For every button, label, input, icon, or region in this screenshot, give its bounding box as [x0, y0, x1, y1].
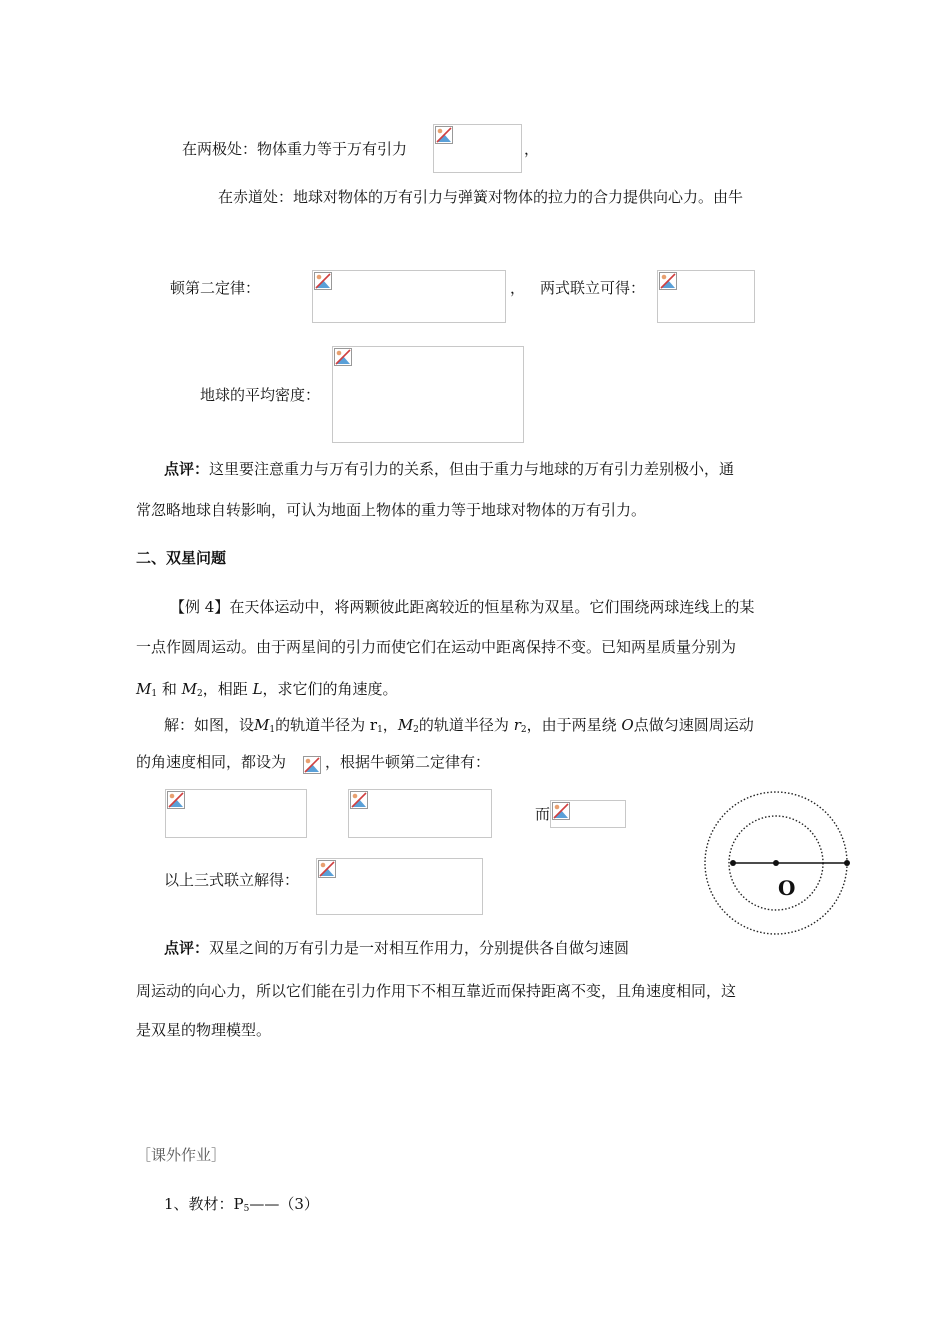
formula-image-1 [433, 124, 522, 173]
text-three-combined: 以上三式联立解得： [164, 871, 300, 889]
homework-item-1: 1、教材：$P_5——(3)$ [164, 1195, 319, 1214]
section-heading-binary-stars: 二、双星问题 [136, 549, 227, 567]
broken-image-icon [314, 272, 332, 290]
review-paragraph-1b: 常忽略地球自转影响，可认为地面上物体的重力等于地球对物体的万有引力。 [136, 501, 647, 519]
review-paragraph-2c: 是双星的物理模型。 [136, 1021, 272, 1039]
text-newton-second-law: 顿第二定律： [170, 279, 261, 297]
solution-line-b-start: 的角速度相同，都设为 [136, 753, 287, 771]
comma-1: ， [524, 140, 540, 158]
text-and: 而 [535, 805, 551, 823]
formula-image-6 [348, 789, 492, 838]
text-combine-two: 两式联立可得： [540, 279, 646, 297]
formula-image-5 [165, 789, 307, 838]
center-label: O [778, 876, 796, 900]
center-point [773, 860, 779, 866]
broken-image-icon [303, 756, 321, 774]
star-m1 [730, 860, 736, 866]
review-label-2: 点评： [164, 939, 210, 957]
broken-image-icon [659, 272, 677, 290]
broken-image-icon [334, 348, 352, 366]
example-4-line-c: $M_1$ 和 $M_2$，相距 L，求它们的角速度。 [136, 680, 398, 699]
formula-image-4 [332, 346, 524, 443]
broken-image-icon [167, 791, 185, 809]
text-average-density: 地球的平均密度： [200, 386, 321, 404]
review-paragraph-2 [164, 938, 629, 958]
example-4-line-b: 一点作圆周运动。由于两星间的引力而使它们在运动中距离保持不变。已知两星质量分别为 [136, 638, 737, 656]
formula-image-7 [550, 800, 626, 828]
broken-image-icon [552, 802, 570, 820]
omega-image [303, 756, 323, 776]
formula-image-8 [316, 858, 483, 915]
text-line-equator: 在赤道处：地球对物体的万有引力与弹簧对物体的拉力的合力提供向心力。由牛 [218, 188, 744, 206]
binary-star-diagram [700, 790, 870, 940]
solution-line-a: 解：如图，设$M_1$的轨道半径为 $r_1$，$M_2$的轨道半径为 $r_2$，由于两星绕 O点做匀速圆周运动 [164, 716, 754, 735]
review-paragraph-2b: 周运动的向心力，所以它们能在引力作用下不相互靠近而保持距离不变，且角速度相同，这 [136, 982, 737, 1000]
example-4-line-a [170, 597, 754, 617]
example-text: 在天体运动中，将两颗彼此距离较近的恒星称为双星。它们围绕两球连线上的某 [229, 598, 755, 616]
solution-line-b-end: ，根据牛顿第二定律有： [325, 753, 491, 771]
review-label: 点评： [164, 460, 210, 478]
broken-image-icon [435, 126, 453, 144]
star-m2 [844, 860, 850, 866]
formula-image-3 [657, 270, 755, 323]
text-line-poles: 在两极处：物体重力等于万有引力 [182, 140, 408, 158]
comma-2: ， [510, 279, 526, 297]
homework-heading: ［课外作业］ [136, 1146, 227, 1164]
review-text: 这里要注意重力与万有引力的关系，但由于重力与地球的万有引力差别极小，通 [209, 460, 735, 478]
review-text-2: 双星之间的万有引力是一对相互作用力，分别提供各自做匀速圆 [209, 939, 630, 957]
review-paragraph-1 [164, 459, 734, 479]
broken-image-icon [318, 860, 336, 878]
example-label: 【例 4】 [170, 598, 230, 616]
broken-image-icon [350, 791, 368, 809]
formula-image-2 [312, 270, 506, 323]
